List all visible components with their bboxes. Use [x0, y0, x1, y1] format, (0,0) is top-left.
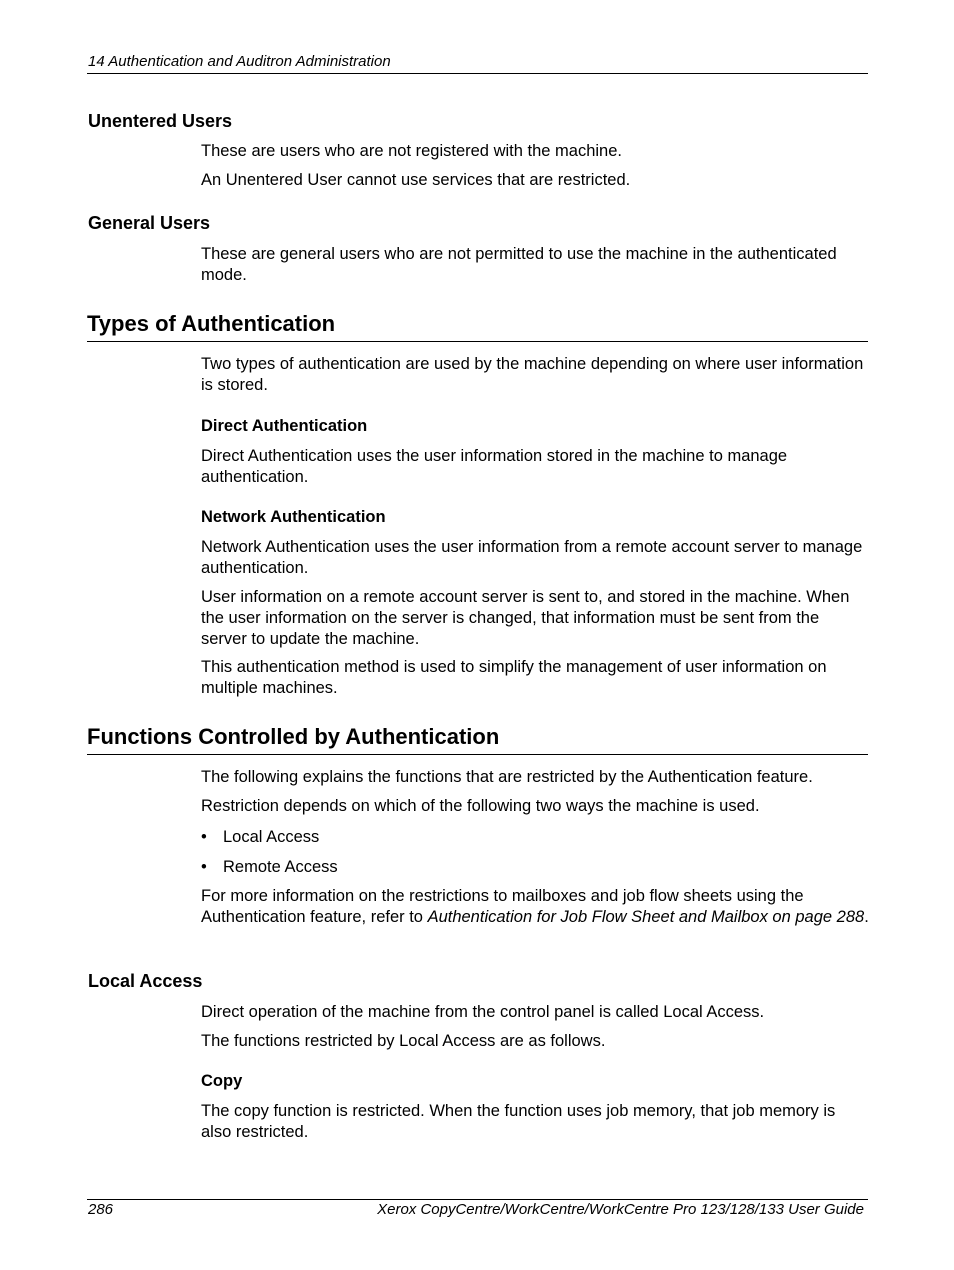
list-item [201, 827, 319, 848]
cross-reference-link[interactable]: Authentication for Job Flow Sheet and Mailbox on page 288 [427, 908, 865, 926]
paragraph-text: . [864, 908, 869, 926]
heading-types-of-authentication: Types of Authentication [87, 311, 336, 336]
paragraph: These are general users who are not permitted to use the machine in the authenticated mode. [201, 245, 837, 284]
paragraph: Two types of authentication are used by the machine depending on where user information is stored. [201, 355, 864, 394]
heading-functions-controlled: Functions Controlled by Authentication [87, 724, 500, 749]
heading-copy: Copy [201, 1072, 243, 1090]
page-number: 286 [88, 1201, 114, 1218]
paragraph: An Unentered User cannot use services that are restricted. [201, 171, 631, 189]
paragraph: The copy function is restricted. When the function uses job memory, that job memory is also restricted. [201, 1102, 836, 1141]
heading-network-authentication: Network Authentication [201, 508, 386, 526]
guide-title: Xerox CopyCentre/WorkCentre/WorkCentre Pro 123/128/133 User Guide [377, 1201, 864, 1218]
paragraph: Network Authentication uses the user information from a remote account server to manage authentication. [201, 538, 863, 577]
paragraph: User information on a remote account server is sent to, and stored in the machine. When the user information on the server is changed, that information must be sent from the server to update the machine. [201, 588, 850, 648]
heading-direct-authentication: Direct Authentication [201, 417, 368, 435]
paragraph-cross-reference [201, 886, 869, 928]
paragraph: These are users who are not registered with the machine. [201, 142, 622, 160]
footer-rule [87, 1199, 868, 1200]
list-item [201, 857, 338, 878]
paragraph: Direct operation of the machine from the control panel is called Local Access. [201, 1003, 765, 1021]
bullet-glyph: • [201, 828, 207, 846]
heading-general-users: General Users [88, 213, 211, 233]
heading-unentered-users: Unentered Users [88, 111, 233, 131]
paragraph: The functions restricted by Local Access are as follows. [201, 1032, 606, 1050]
running-header: 14 Authentication and Auditron Administration [88, 53, 391, 70]
list-item-label: Remote Access [223, 858, 338, 876]
list-item-label: Local Access [223, 828, 320, 846]
bullet-glyph: • [201, 858, 207, 876]
header-rule [87, 73, 868, 74]
section-rule [87, 341, 868, 342]
paragraph-text: For more information on the restrictions to mailboxes and job flow sheets using the Authentication feature, refer to [201, 887, 804, 926]
section-rule [87, 754, 868, 755]
paragraph: The following explains the functions that are restricted by the Authentication feature. [201, 768, 813, 786]
heading-local-access: Local Access [88, 971, 203, 991]
paragraph: Direct Authentication uses the user information stored in the machine to manage authentication. [201, 447, 788, 486]
paragraph: This authentication method is used to simplify the management of user information on multiple machines. [201, 658, 827, 697]
paragraph: Restriction depends on which of the following two ways the machine is used. [201, 797, 760, 815]
